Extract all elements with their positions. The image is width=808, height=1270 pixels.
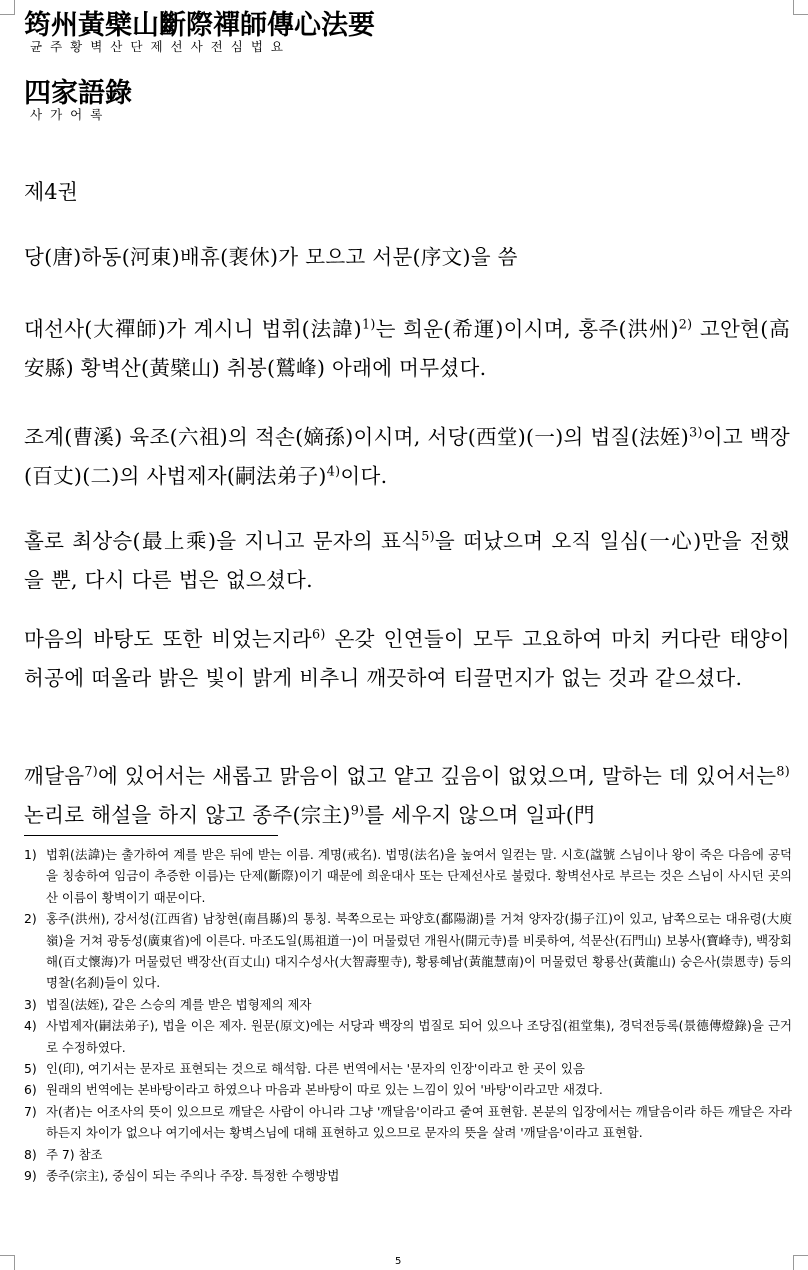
footnote-item [24, 1015, 792, 1058]
footnote-number: 7) [24, 1103, 37, 1119]
footnote-item [24, 994, 792, 1015]
body-paragraph: 깨달음$^{7)}$에 있어서는 새롭고 맑음이 없고 얕고 깊음이 없었으며, 말하는 데 있어서는$^{8)}$ 논리로 해설을 하지 않고 종주(宗主)$^{9)}$를 세우지 않으며 일파(門 [24, 763, 790, 827]
footnote-item [24, 1165, 792, 1186]
collection-title-hanja: 四家語錄 [24, 78, 132, 109]
footnote-text: 원래의 번역에는 본바탕이라고 하였으나 마음과 본바탕이 따로 있는 느낌이 있어 '바탕'이라고만 새겼다. [46, 1082, 603, 1098]
document-title-hangul: 균주황벽산단제선사전심법요 [30, 39, 291, 54]
footnote-item [24, 844, 792, 908]
crop-mark-bottom-right [793, 1255, 808, 1270]
footnote-text: 법질(法姪), 같은 스승의 계를 받은 법형제의 제자 [46, 996, 312, 1012]
footnote-text: 홍주(洪州), 강서성(江西省) 남창현(南昌縣)의 통칭. 북쪽으로는 파양호(鄱陽湖)를 거쳐 양자강(揚子江)이 있고, 남쪽으로는 대유령(大庾嶺)을 거쳐 광동성(廣東省)에 이른다. 마조도일(馬祖道一)이 머물렀던 개원사(開元寺)를 비롯하여, 석문산(石門山) 보봉사(寶峰寺), 백장회해(百丈懷海)가 머물렀던 백장산(百丈山) 대지수성사(大智壽聖寺), 황룡혜남(黃龍慧南)이 머물렀던 황룡산(黃龍山) 숭은사(崇恩寺) 등의 명찰(名刹)들이 있다. [46, 911, 792, 991]
footnote-text: 종주(宗主), 중심이 되는 주의나 주장. 특정한 수행방법 [46, 1168, 340, 1184]
crop-mark-top-right [793, 0, 808, 15]
body-paragraph: 대선사(大禪師)가 계시니 법휘(法諱)$^{1)}$는 희운(希運)이시며, 홍주(洪州)$^{2)}$ 고안현(高安縣) 황벽산(黃檗山) 취봉(鷲峰) 아래에 머무셨다. [24, 316, 790, 380]
footnote-number: 3) [24, 996, 37, 1012]
footnote-text: 인(印), 여기서는 문자로 표현되는 것으로 해석함. 다른 번역에서는 '문자의 인장'이라고 한 곳이 있음 [46, 1061, 585, 1077]
body-paragraph: 당(唐)하동(河東)배휴(裵休)가 모으고 서문(序文)을 씀 [24, 245, 518, 269]
body-paragraph: 홀로 최상승(最上乘)을 지니고 문자의 표식$^{5)}$을 떠났으며 오직 일심(一心)만을 전했을 뿐, 다시 다른 법은 없으셨다. [24, 528, 790, 592]
footnote-list [24, 844, 792, 1187]
body-paragraph: 마음의 바탕도 또한 비었는지라$^{6)}$ 온갖 인연들이 모두 고요하여 마치 커다란 태양이 허공에 떠올라 밝은 빛이 밝게 비추니 깨끗하여 티끌먼지가 없는 것과 같으셨다. [24, 626, 790, 690]
body-paragraph: 조계(曹溪) 육조(六祖)의 적손(嫡孫)이시며, 서당(西堂)(一)의 법질(法姪)$^{3)}$이고 백장(百丈)(二)의 사법제자(嗣法弟子)$^{4)}$이다. [24, 424, 790, 488]
page-number: 5 [395, 1256, 402, 1267]
footnote-text: 사법제자(嗣法弟子), 법을 이은 제자. 원문(原文)에는 서당과 백장의 법질로 되어 있으나 조당집(祖堂集), 경덕전등록(景德傳燈錄)을 근거로 수정하였다. [46, 1018, 792, 1055]
collection-title-block [24, 80, 132, 122]
document-title-hanja: 筠州黃檗山斷際禪師傳心法要 [24, 10, 375, 41]
footnote-item [24, 908, 792, 994]
collection-title-hangul: 사가어록 [30, 107, 111, 122]
footnote-number: 9) [24, 1168, 37, 1184]
crop-mark-top-left [0, 0, 15, 15]
volume-heading: 제4권 [24, 180, 78, 204]
footnote-item [24, 1144, 792, 1165]
footnote-number: 8) [24, 1146, 37, 1162]
footnote-text: 법휘(法諱)는 출가하여 계를 받은 뒤에 받는 이름. 계명(戒名). 법명(法名)을 높여서 일컫는 말. 시호(諡號 스님이나 왕이 죽은 다음에 공덕을 칭송하여 임금이 추증한 이름)는 단제(斷際)이기 때문에 희운대사 또는 단제선사로 불렀다. 황벽선사로 부르는 것은 스님이 사시던 곳의 산 이름이 황벽이기 때문이다. [46, 847, 792, 905]
footnote-item [24, 1079, 792, 1100]
footnote-number: 1) [24, 847, 37, 862]
footnote-item [24, 1058, 792, 1079]
footnote-item [24, 1101, 792, 1144]
footnote-text: 주 7) 참조 [46, 1146, 103, 1162]
document-title-block [24, 12, 375, 54]
footnote-number: 5) [24, 1061, 37, 1077]
footnote-number: 4) [24, 1018, 37, 1034]
footnote-text: 자(者)는 어조사의 뜻이 있으므로 깨달은 사람이 아니라 그냥 '깨달음'이라고 줄여 표현함. 본분의 입장에서는 깨달음이라 하든 깨달은 자라 하든지 차이가 없으나 여기에서는 황벽스님에 대해 표현하고 있으므로 문자의 뜻을 살려 '깨달음'이라고 표현함. [46, 1103, 792, 1141]
crop-mark-bottom-left [0, 1255, 15, 1270]
footnote-separator [24, 835, 278, 836]
footnote-number: 2) [24, 911, 37, 927]
footnote-number: 6) [24, 1082, 37, 1098]
